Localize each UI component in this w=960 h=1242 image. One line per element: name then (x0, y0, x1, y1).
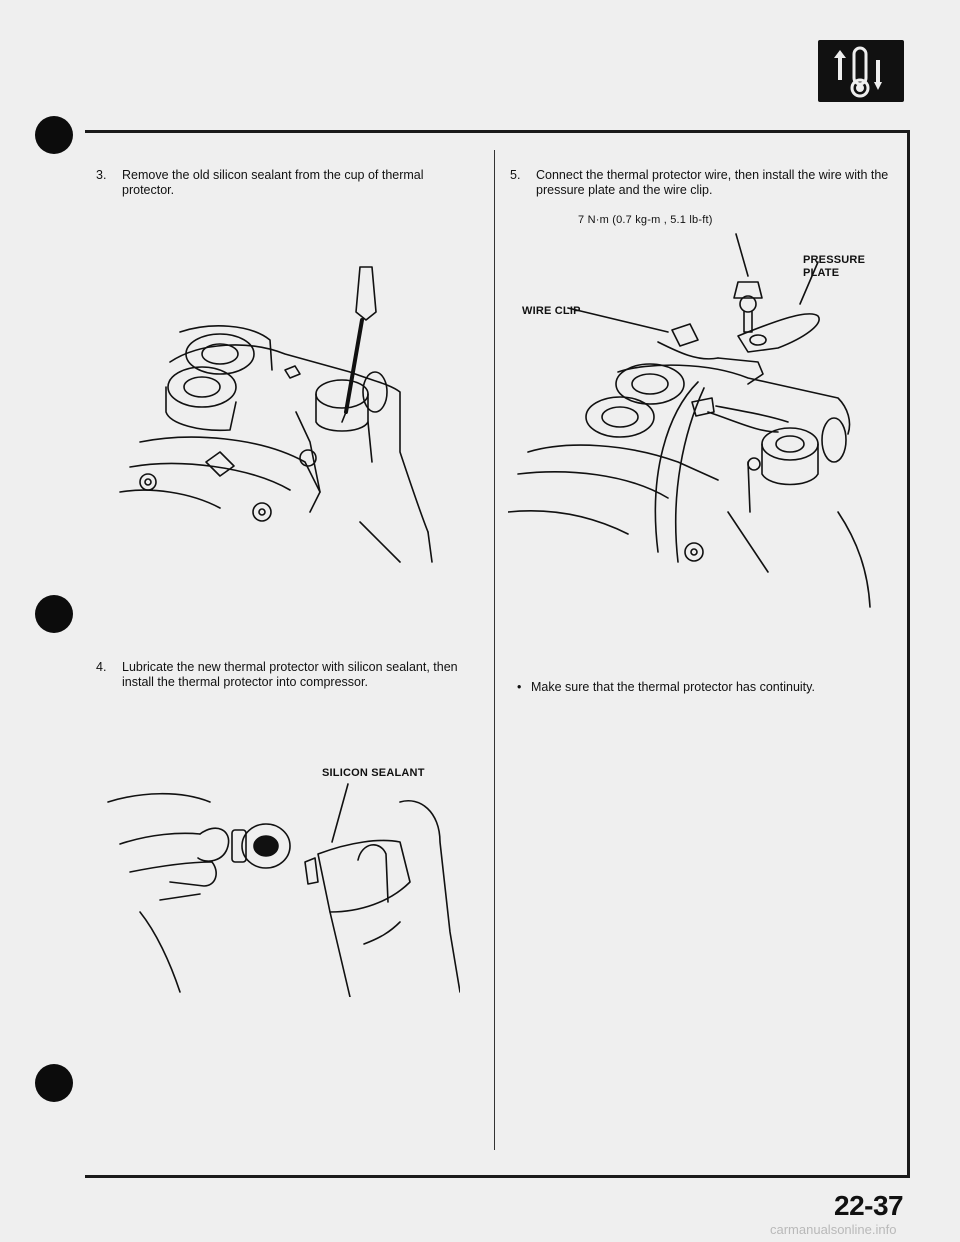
callout-wire-clip: WIRE CLIP (522, 305, 581, 317)
frame-bottom-rule (85, 1175, 910, 1178)
step-5 (510, 168, 890, 198)
column-divider (494, 150, 495, 1150)
step-number: 4. (96, 660, 107, 674)
step-number: 5. (510, 168, 521, 182)
frame-right-rule (907, 130, 910, 1177)
bullet-glyph: • (517, 680, 522, 694)
figure-install-wire (508, 212, 898, 612)
figure-apply-sealant (100, 762, 460, 997)
frame-top-rule (85, 130, 910, 133)
binder-hole (35, 1064, 73, 1102)
step-text: Lubricate the new thermal protector with silicon sealant, then install the thermal protector into compressor. (122, 660, 458, 689)
thermometer-arrows-icon (818, 40, 904, 102)
step-text: Remove the old silicon sealant from the cup of thermal protector. (122, 168, 424, 197)
step-4 (96, 660, 466, 690)
page-number: 22-37 (834, 1190, 904, 1221)
continuity-note (517, 680, 897, 695)
figure-remove-sealant (110, 262, 440, 570)
callout-pressure-plate-line1: PRESSURE (803, 254, 866, 266)
callout-silicon-sealant: SILICON SEALANT (322, 767, 425, 779)
binder-hole (35, 595, 73, 633)
step-text: Connect the thermal protector wire, then install the wire with the pressure plate and the wire clip. (536, 168, 889, 197)
callout-pressure-plate-line2: PLATE (803, 267, 840, 279)
note-text: Make sure that the thermal protector has continuity. (531, 680, 815, 694)
step-3 (96, 168, 466, 198)
binder-hole (35, 116, 73, 154)
watermark: carmanualsonline.info (770, 1222, 897, 1237)
callout-torque: 7 N·m (0.7 kg-m , 5.1 lb-ft) (578, 214, 713, 226)
step-number: 3. (96, 168, 107, 182)
